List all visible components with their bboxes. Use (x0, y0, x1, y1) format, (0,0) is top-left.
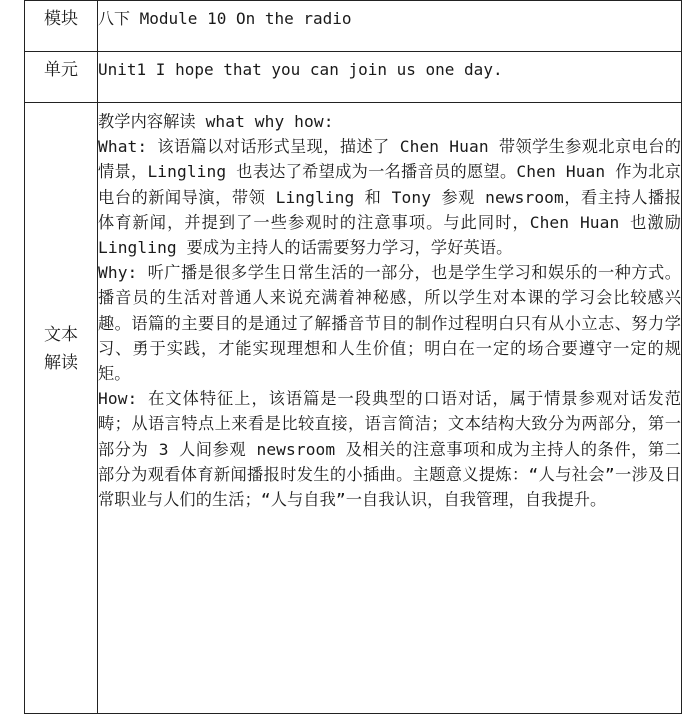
text-analysis-content (98, 103, 681, 512)
text-analysis-label (25, 321, 97, 377)
text-analysis-content-cell (98, 103, 682, 714)
text-analysis-label-line1: 文本 (44, 325, 78, 345)
lesson-table (24, 0, 682, 714)
module-row (25, 1, 682, 52)
text-analysis-label-line2: 解读 (44, 353, 78, 373)
unit-value-cell (98, 52, 682, 103)
analysis-how-paragraph: How: 在文体特征上，该语篇是一段典型的口语对话，属于情景参观对话发范畴；从语言特点上来看是比较直接，语言简洁；文本结构大致分为两部分，第一部分为 3 人间参观 newsroom 及相关的注意事项和成为主持人的条件，第二部分为观看体育新闻播报时发生的小插曲。主题意义提炼：“人与社会”一涉及日常职业与人们的生活；“人与自我”一自我认识，自我管理，自我提升。 (98, 389, 681, 510)
module-label-cell (25, 1, 98, 52)
module-label: 模块 (44, 9, 78, 29)
unit-row (25, 52, 682, 103)
analysis-heading: 教学内容解读 what why how: (98, 112, 334, 131)
module-value-cell (98, 1, 682, 52)
text-analysis-label-cell (25, 103, 98, 714)
unit-value: Unit1 I hope that you can join us one day. (98, 60, 503, 79)
analysis-what-paragraph: What: 该语篇以对话形式呈现，描述了 Chen Huan 带领学生参观北京电台的情景，Lingling 也表达了希望成为一名播音员的愿望。Chen Huan 作为北京电台的新闻导演，带领 Lingling 和 Tony 参观 newsroom，看主持人播报体育新闻，并提到了一些参观时的注意事项。与此同时，Chen Huan 也激励 Lingling 要成为主持人的话需要努力学习，学好英语。 (98, 137, 681, 258)
unit-label-cell (25, 52, 98, 103)
text-analysis-row (25, 103, 682, 714)
module-value: 八下 Module 10 On the radio (98, 9, 352, 28)
unit-label: 单元 (44, 60, 78, 80)
analysis-why-paragraph: Why: 听广播是很多学生日常生活的一部分，也是学生学习和娱乐的一种方式。播音员的生活对普通人来说充满着神秘感，所以学生对本课的学习会比较感兴趣。语篇的主要目的是通过了解播音节目的制作过程明白只有从小立志、努力学习、勇于实践，才能实现理想和人生价值；明白在一定的场合要遵守一定的规矩。 (98, 263, 681, 384)
